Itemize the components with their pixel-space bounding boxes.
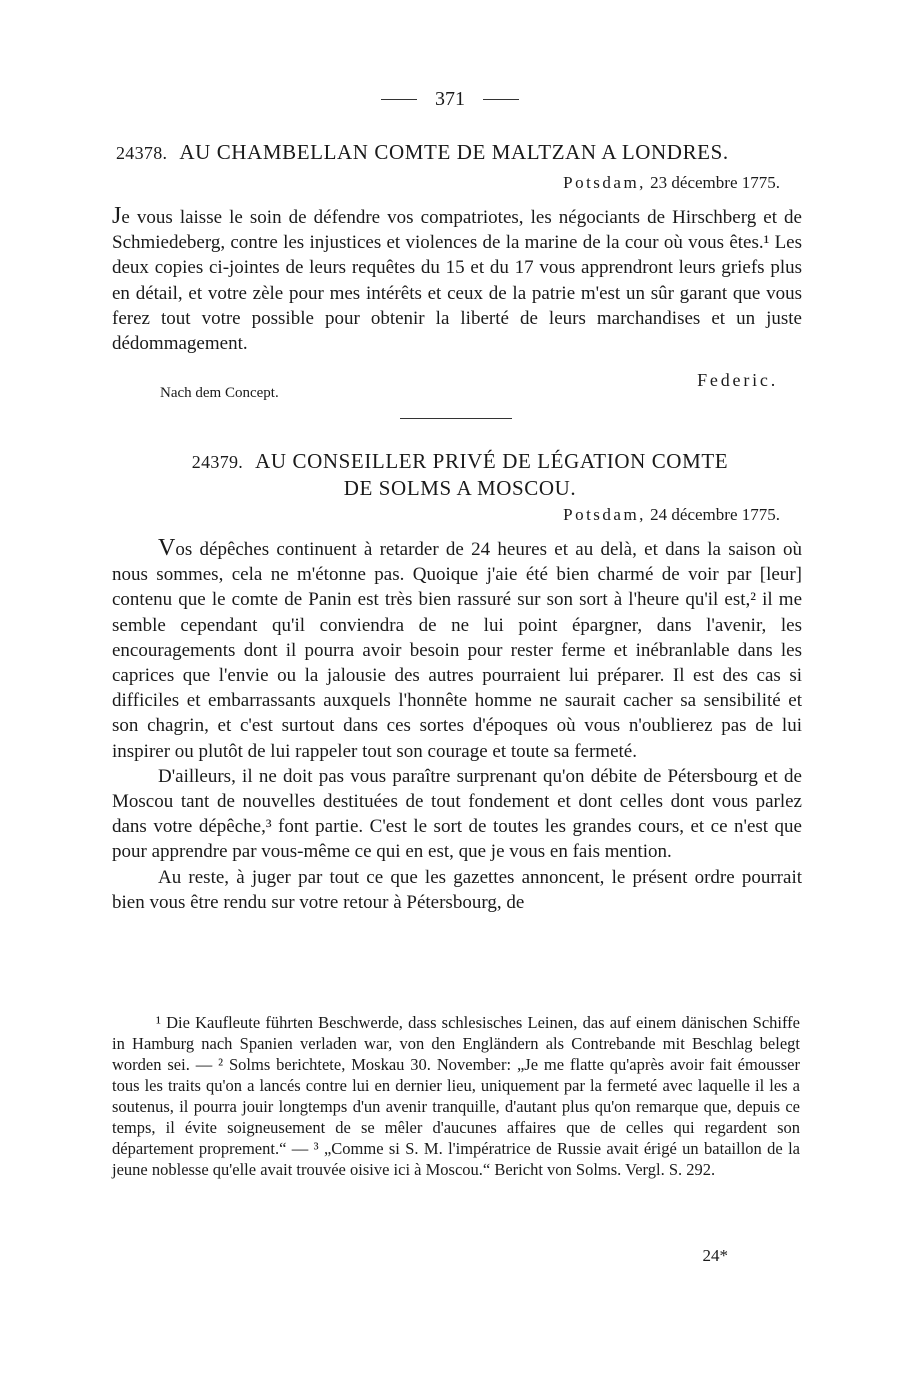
footnotes — [112, 1012, 800, 1180]
letter-1-dropcap: J — [112, 203, 122, 229]
header-dash-left — [381, 99, 417, 100]
letter-1-signature: Federic. — [697, 370, 778, 390]
letter-1-dateline — [563, 173, 780, 193]
letter-1-date: 23 décembre 1775. — [650, 173, 780, 192]
letter-2-title-line2: DE SOLMS A MOSCOU. — [343, 476, 577, 500]
letter-2-number: 24379. — [191, 452, 244, 472]
header-dash-right — [483, 99, 519, 100]
letter-1-source: Nach dem Concept. — [160, 385, 279, 401]
letter-2-heading — [120, 448, 800, 501]
letter-1-title: AU CHAMBELLAN COMTE DE MALTZAN A LONDRES. — [179, 140, 729, 164]
letter-1-place: Potsdam, — [563, 173, 646, 192]
letter-1-body — [112, 204, 802, 356]
letter-2-title-line1: AU CONSEILLER PRIVÉ DE LÉGATION COMTE — [255, 449, 729, 473]
section-divider — [400, 418, 512, 419]
letter-2-dropcap: V — [158, 535, 176, 561]
letter-2-paragraph-1: os dépêches continuent à retarder de 24 heures et au delà, et dans la saison où nous sommes, cela ne m'étonne pas. Quoique j'aie été bien charmé de voir par [leur] contenu que le comte de Panin est très bien rassuré sur son sort à l'heure qu'il est,² il me semble cependant qu'il conviendra de ne lui point épargner, dans l'avenir, les encouragements dont il pourra avoir besoin pour rester ferme et inébranlable dans les caprices que l'envie ou la jalousie des autres pourraient lui préparer. Il est des cas si difficiles et embarrassants auxquels l'honnête homme ne saurait cacher sa sensibilité et son chagrin, et c'est surtout dans ces sortes d'époques où vous n'oublierez pas de lui inspirer ou plutôt de lui rappeler tout son courage et toute sa fermeté. — [112, 539, 802, 762]
letter-2-paragraph-2: D'ailleurs, il ne doit pas vous paraître surprenant qu'on débite de Pétersbourg et de Moscou tant de nouvelles destituées de tout fondement et dont celles dont vous parlez dans votre dépêche,³ font partie. C'est le sort de toutes les grandes cours, et ce n'est que pour apprendre par vous-même ce qui en est, que je vous en fais mention. — [112, 765, 802, 863]
letter-2-date: 24 décembre 1775. — [650, 505, 780, 524]
letter-2-place: Potsdam, — [563, 505, 646, 524]
footnotes-text: ¹ Die Kaufleute führten Beschwerde, dass schlesisches Leinen, das auf einem dänischen Schiffe in Hamburg nach Spanien verladen war, von den Engländern als Contrebande mit Beschlag belegt worden sei. — ² Solms berichtete, Moskau 30. November: „Je me flatte qu'après avoir fait émousser tous les traits qu'on a lancés contre lui en dernier lieu, uniquement par la fermeté avec laquelle il les a soutenus, il pourra jouir longtemps d'un avenir tranquille, d'autant plus qu'on remarque que, depuis ce temps, il évite soigneusement de se mêler d'aucunes affaires que de celles qui regardent son département proprement.“ — ³ „Comme si S. M. l'impératrice de Russie avait érigé un bataillon de la jeune noblesse qu'elle avait trouvée oisive ici à Moscou.“ Bericht von Solms. Vergl. S. 292. — [112, 1013, 800, 1179]
letter-1-number: 24378. — [116, 143, 168, 163]
letter-2-paragraph-3: Au reste, à juger par tout ce que les gazettes annoncent, le présent ordre pourrait bien vous être rendu sur votre retour à Pétersbourg, de — [112, 866, 802, 913]
letter-2-body — [112, 536, 802, 915]
printer-signature-mark: 24* — [702, 1246, 728, 1265]
letter-2-dateline — [563, 505, 780, 525]
page-number: 371 — [435, 88, 465, 110]
page-header — [0, 88, 900, 111]
letter-1-text: e vous laisse le soin de défendre vos compatriotes, les négociants de Hirschberg et de Schmiedeberg, contre les injustices et violences de la marine de la cour où vous êtes.¹ Les deux copies ci-jointes de leurs requêtes du 15 et du 17 vous apprendront leurs griefs plus en détail, et votre zèle pour mes intérêts et ceux de la patrie m'est un sûr garant que vous ferez tout votre possible pour obtenir la liberté de leurs marchandises et un juste dédommagement. — [112, 207, 802, 355]
letter-1-heading — [116, 140, 786, 165]
